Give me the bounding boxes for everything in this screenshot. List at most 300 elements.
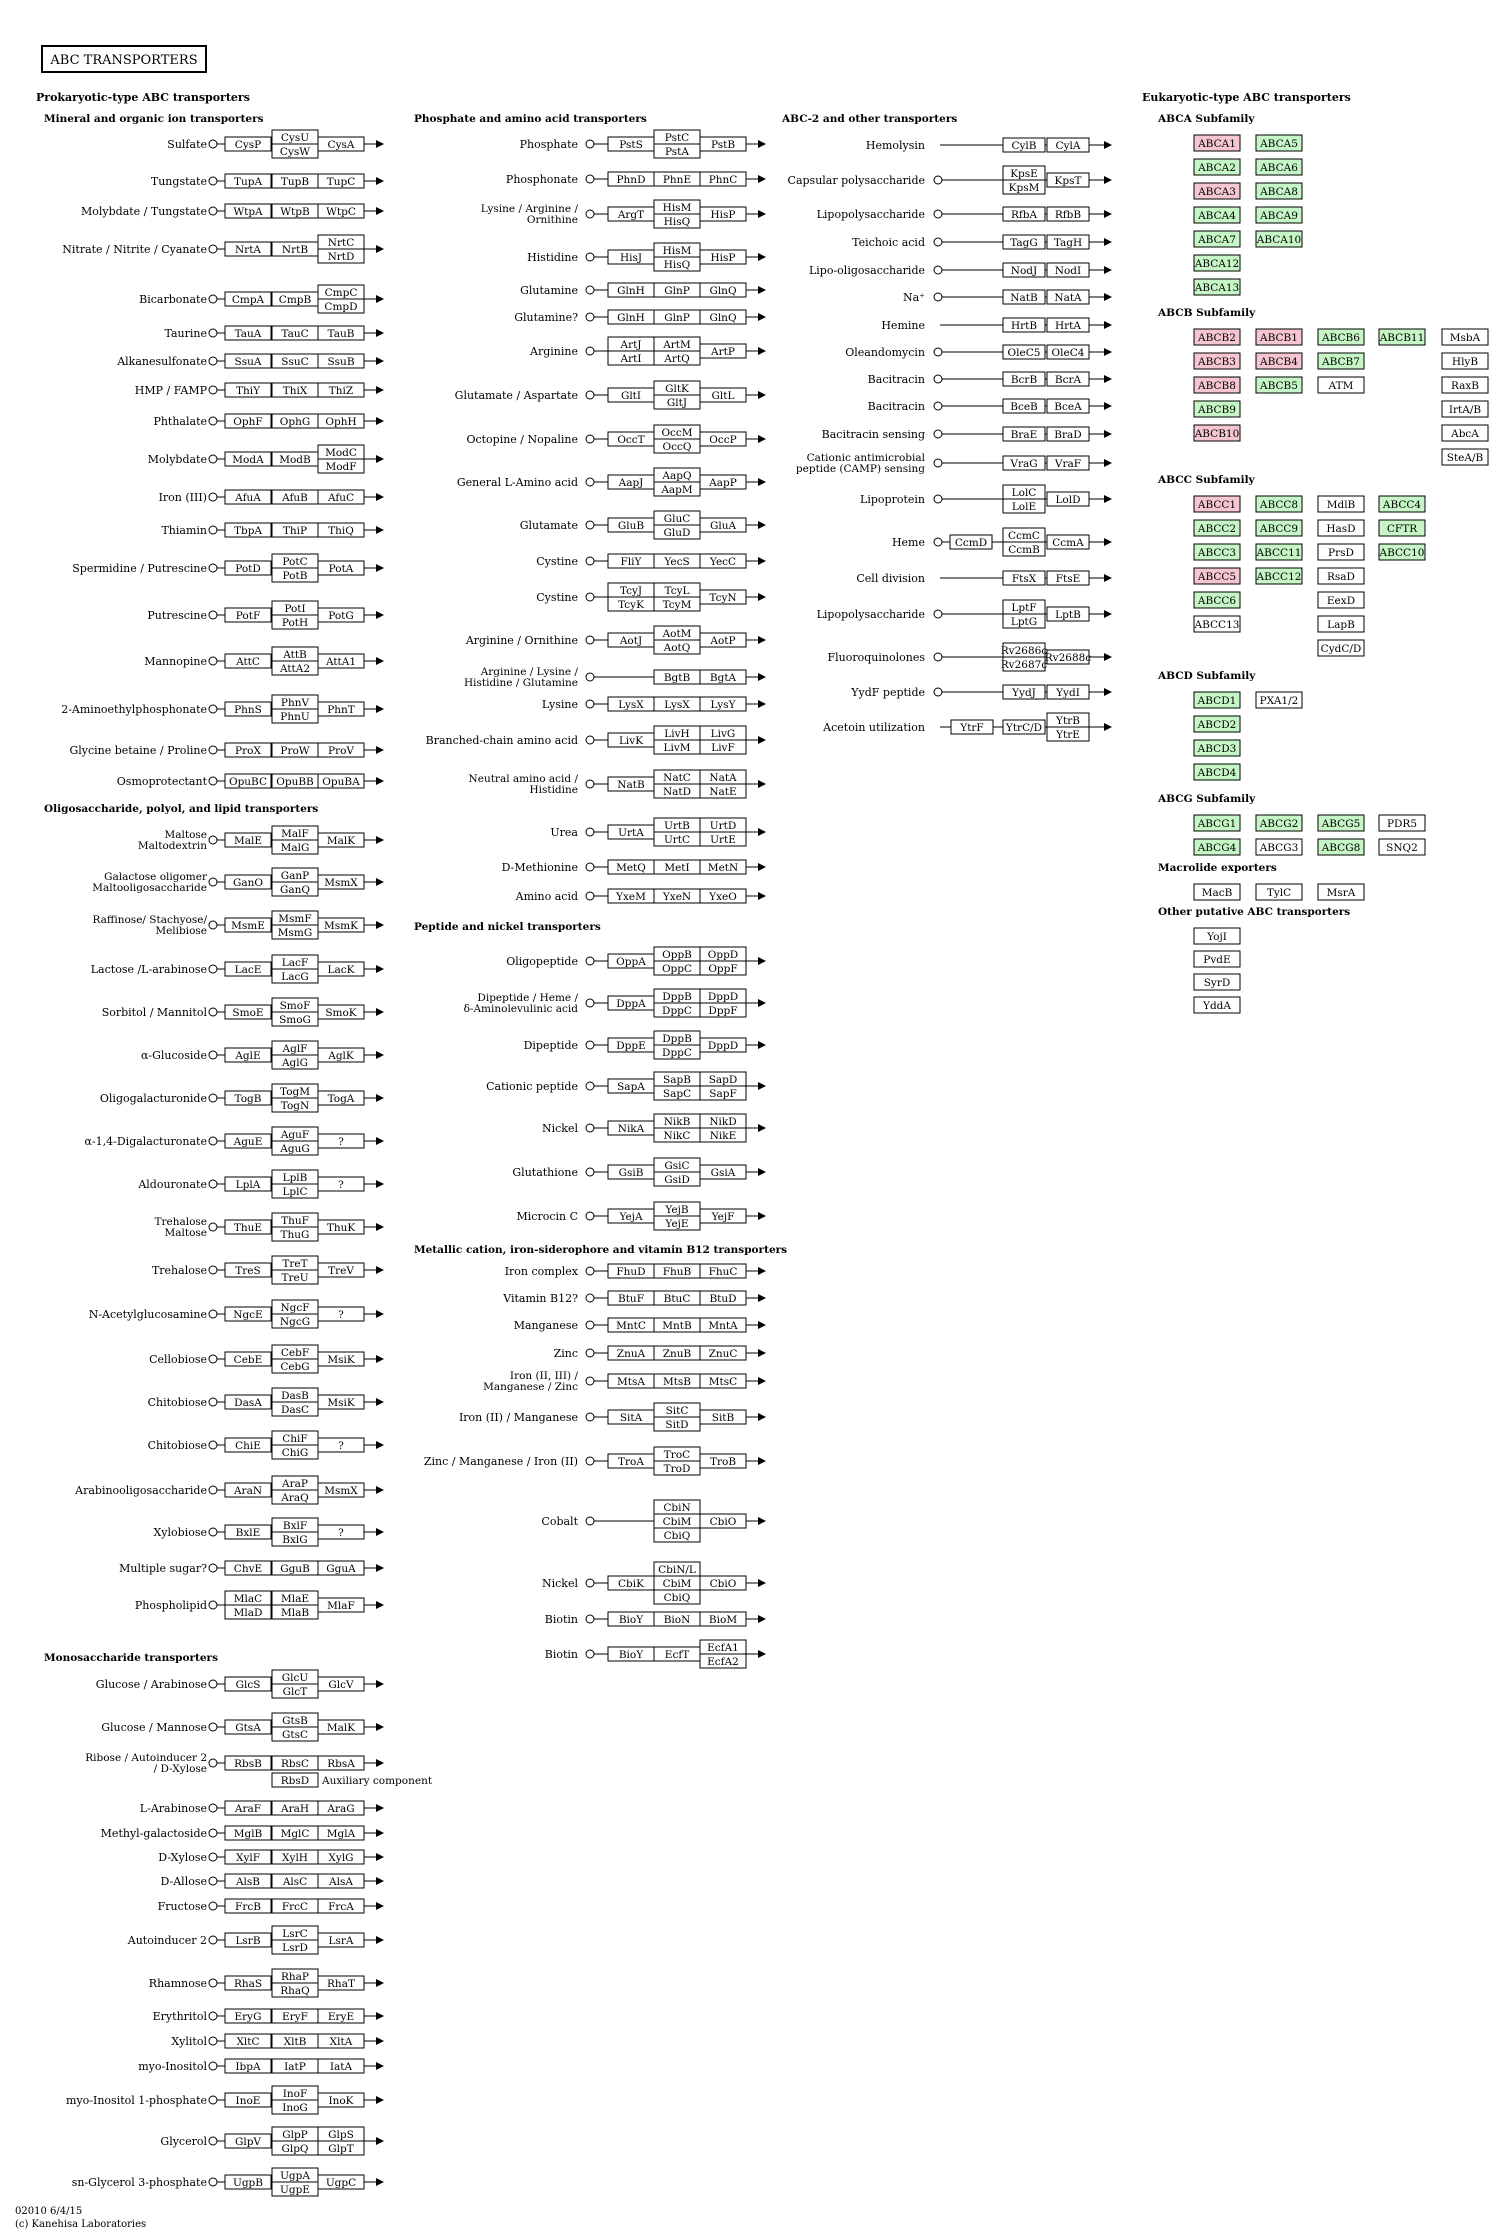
gene-label: WtpB: [280, 206, 310, 218]
gene-label: YydI: [1056, 687, 1080, 699]
substrate-circle: [209, 386, 217, 394]
gene-label: NodJ: [1010, 265, 1038, 277]
arrow-head: [758, 1349, 766, 1357]
substrate-label: Neutral amino acid /: [468, 773, 578, 785]
gene-label: AotP: [710, 635, 736, 647]
gene-label: YtrF: [960, 722, 984, 734]
substrate-label: Iron complex: [504, 1265, 578, 1278]
gene-label: RaxB: [1450, 380, 1480, 392]
gene-label: MsmK: [324, 920, 358, 932]
substrate-circle: [586, 1168, 594, 1176]
substrate-label: Glutamine?: [514, 311, 578, 324]
substrate-label: Molybdate / Tungstate: [81, 205, 207, 218]
gene-label: SitA: [619, 1412, 643, 1424]
gene-label: LptG: [1010, 616, 1038, 628]
substrate-circle: [209, 1051, 217, 1059]
substrate-label: Spermidine / Putrescine: [72, 562, 207, 575]
section-header: Metallic cation, iron-siderophore and vitamin B12 transporters: [414, 1244, 788, 1256]
substrate-circle: [586, 1615, 594, 1623]
gene-label: MlaC: [233, 1593, 263, 1605]
substrate-label: Oleandomycin: [845, 346, 925, 359]
gene-label: MglC: [280, 1828, 310, 1840]
gene-label: ABCB2: [1198, 332, 1236, 344]
gene-label: BioM: [708, 1614, 738, 1626]
gene-label: ATM: [1328, 380, 1354, 392]
arrow-head: [376, 1979, 384, 1987]
gene-label: CbiQ: [663, 1530, 691, 1542]
substrate-label: Taurine: [164, 327, 207, 340]
substrate-circle: [586, 1650, 594, 1658]
gene-label: SsuC: [281, 356, 309, 368]
gene-label: ChiF: [282, 1433, 308, 1445]
substrate-label: Lipo-oligosaccharide: [808, 264, 925, 277]
gene-label: InoK: [328, 2095, 354, 2107]
substrate-circle: [209, 878, 217, 886]
gene-label: LolC: [1011, 487, 1037, 499]
arrow-head: [376, 357, 384, 365]
gene-label: TcyN: [709, 592, 737, 604]
arrow-head: [1104, 430, 1112, 438]
gene-label: PstS: [619, 139, 643, 151]
section-header: Oligosaccharide, polyol, and lipid transporters: [44, 803, 319, 815]
substrate-circle: [934, 495, 942, 503]
gene-label: MsbA: [1449, 332, 1481, 344]
gene-label: BxlG: [282, 1534, 308, 1546]
substrate-circle: [209, 1902, 217, 1910]
gene-label: PhnC: [708, 174, 738, 186]
substrate-label: Oligopeptide: [506, 955, 578, 968]
arrow-head: [758, 736, 766, 744]
gene-label: TogA: [327, 1093, 355, 1105]
substrate-circle: [586, 828, 594, 836]
gene-label: GlnQ: [709, 285, 737, 297]
arrow-head: [758, 1457, 766, 1465]
gene-label: SmoG: [279, 1014, 311, 1026]
gene-label: ABCC9: [1259, 523, 1299, 535]
substrate-label: Chitobiose: [147, 1396, 207, 1409]
substrate-label: Zinc / Manganese / Iron (II): [423, 1455, 578, 1468]
substrate-label: Arginine / Ornithine: [465, 634, 578, 647]
substrate-circle: [209, 921, 217, 929]
gene-label: ABCB11: [1379, 332, 1425, 344]
gene-label: MalK: [326, 1722, 356, 1734]
substrate-label: Multiple sugar?: [119, 1562, 207, 1575]
arrow-head: [1104, 141, 1112, 149]
substrate-circle: [586, 1377, 594, 1385]
gene-label: CbiK: [618, 1578, 644, 1590]
gene-label: CmpB: [278, 294, 312, 306]
gene-label: MetN: [707, 862, 739, 874]
gene-label: MlaF: [327, 1600, 355, 1612]
substrate-label: Glucose / Mannose: [101, 1721, 207, 1734]
substrate-circle: [209, 493, 217, 501]
gene-label: ThuF: [281, 1215, 309, 1227]
gene-label: TroC: [663, 1449, 691, 1461]
arrow-head: [376, 1486, 384, 1494]
arrow-head: [376, 1441, 384, 1449]
substrate-label: Branched-chain amino acid: [425, 734, 578, 747]
gene-label: TauC: [281, 328, 309, 340]
gene-label: SitD: [665, 1419, 689, 1431]
substrate-circle: [934, 402, 942, 410]
substrate-label: Glutamate: [519, 519, 578, 532]
gene-label: HisM: [662, 245, 692, 257]
gene-label: TroB: [709, 1456, 737, 1468]
gene-label: OccQ: [662, 441, 692, 453]
substrate-label: Capsular polysaccharide: [787, 174, 925, 187]
substrate-circle: [209, 1441, 217, 1449]
substrate-label: Bacitracin sensing: [821, 428, 925, 441]
gene-label: WtpA: [233, 206, 263, 218]
gene-label: OppB: [662, 949, 692, 961]
arrow-head: [376, 2037, 384, 2045]
substrate-label: Zinc: [553, 1347, 578, 1360]
gene-label: SsuB: [327, 356, 355, 368]
gene-label: ThuE: [233, 1222, 263, 1234]
gene-label: OppD: [707, 949, 739, 961]
substrate-label: D-Allose: [160, 1875, 207, 1888]
gene-label: CysP: [234, 139, 262, 151]
arrow-head: [376, 611, 384, 619]
gene-label: ThiX: [282, 385, 308, 397]
gene-label: SNQ2: [1386, 842, 1418, 854]
gene-label: ThuK: [326, 1222, 356, 1234]
substrate-label: Erythritol: [152, 2010, 207, 2023]
gene-label: OphG: [279, 416, 311, 428]
gene-label: IatA: [329, 2061, 353, 2073]
arrow-head: [758, 780, 766, 788]
substrate-label: Amino acid: [515, 890, 578, 903]
gene-label: LplC: [282, 1186, 308, 1198]
substrate-label: Xylobiose: [153, 1526, 207, 1539]
substrate-circle: [209, 836, 217, 844]
gene-label: HisJ: [619, 252, 643, 264]
substrate-circle: [209, 1936, 217, 1944]
gene-label: LsrB: [235, 1935, 261, 1947]
substrate-circle: [209, 177, 217, 185]
gene-label: BcrA: [1054, 374, 1082, 386]
gene-label: ChiG: [281, 1447, 309, 1459]
arrow-head: [376, 245, 384, 253]
gene-label: SapD: [708, 1074, 738, 1086]
substrate-label: Histidine: [527, 251, 578, 264]
substrate-circle: [586, 286, 594, 294]
gene-label: CmpA: [231, 294, 265, 306]
substrate-circle: [209, 1853, 217, 1861]
gene-label: EryG: [234, 2011, 262, 2023]
gene-label: ThiY: [235, 385, 261, 397]
gene-label: ?: [338, 1527, 344, 1539]
substrate-label: Cationic antimicrobial: [806, 452, 925, 464]
gene-label: YtrB: [1056, 715, 1080, 727]
arrow-head: [376, 1051, 384, 1059]
gene-label: FhuD: [616, 1266, 646, 1278]
arrow-head: [758, 1168, 766, 1176]
gene-label: AglG: [281, 1057, 309, 1069]
arrow-head: [376, 1094, 384, 1102]
gene-label: CbiM: [662, 1578, 692, 1590]
gene-label: HisM: [662, 202, 692, 214]
substrate-circle: [209, 455, 217, 463]
gene-label: ABCG5: [1321, 818, 1361, 830]
substrate-label: Lipoprotein: [860, 493, 925, 506]
gene-label: CebF: [280, 1347, 310, 1359]
substrate-circle: [586, 593, 594, 601]
substrate-label: / D-Xylose: [153, 1763, 207, 1775]
arrow-head: [376, 2096, 384, 2104]
gene-label: NikB: [663, 1116, 691, 1128]
gene-label: AapP: [709, 477, 737, 489]
gene-label: GanP: [280, 870, 310, 882]
gene-label: YydJ: [1012, 687, 1036, 699]
gene-label: GluB: [617, 520, 645, 532]
arrow-head: [376, 1180, 384, 1188]
gene-label: TcyM: [662, 599, 692, 611]
gene-label: YejB: [665, 1204, 689, 1216]
substrate-label: Glycerol: [160, 2135, 207, 2148]
gene-label: SmoK: [325, 1007, 357, 1019]
gene-label: PXA1/2: [1259, 695, 1299, 707]
substrate-circle: [934, 375, 942, 383]
arrow-head: [758, 391, 766, 399]
gene-label: GluD: [663, 527, 691, 539]
section-header: Monosaccharide transporters: [44, 1652, 218, 1664]
gene-label: TupC: [326, 176, 356, 188]
substrate-circle: [209, 1310, 217, 1318]
gene-label: ArtI: [620, 353, 642, 365]
substrate-circle: [586, 892, 594, 900]
gene-label: BtuD: [709, 1293, 737, 1305]
substrate-circle: [586, 391, 594, 399]
gene-label: BtuF: [618, 1293, 644, 1305]
gene-label: OccP: [709, 434, 737, 446]
gene-label: ModA: [232, 454, 264, 466]
gene-label: HisQ: [663, 259, 691, 271]
gene-label: GlcT: [282, 1686, 308, 1698]
gene-label: OccT: [617, 434, 645, 446]
gene-label: MsrA: [1326, 887, 1356, 899]
substrate-circle: [209, 526, 217, 534]
arrow-head: [758, 1082, 766, 1090]
gene-label: RbsB: [234, 1758, 262, 1770]
gene-label: ZnuB: [662, 1348, 692, 1360]
substrate-circle: [209, 207, 217, 215]
arrow-head: [758, 673, 766, 681]
gene-label: MtsB: [662, 1376, 692, 1388]
arrow-head: [1104, 653, 1112, 661]
gene-label: DppC: [662, 1005, 692, 1017]
arrow-head: [376, 1853, 384, 1861]
subfamily-header: Other putative ABC transporters: [1158, 906, 1351, 918]
gene-label: HisP: [710, 209, 736, 221]
arrow-head: [376, 329, 384, 337]
substrate-circle: [209, 295, 217, 303]
arrow-head: [376, 2062, 384, 2070]
arrow-head: [376, 965, 384, 973]
gene-label: FhuB: [662, 1266, 692, 1278]
substrate-label: Biotin: [544, 1613, 578, 1626]
substrate-label: HMP / FAMP: [134, 384, 207, 397]
substrate-label: Urea: [550, 826, 578, 839]
gene-label: TupA: [233, 176, 263, 188]
substrate-label: Molybdate: [147, 453, 207, 466]
gene-label: ABCA10: [1256, 234, 1302, 246]
gene-label: ABCC8: [1259, 499, 1299, 511]
arrow-head: [758, 286, 766, 294]
gene-label: SapC: [662, 1088, 692, 1100]
gene-label: AguG: [280, 1143, 310, 1155]
substrate-circle: [586, 1212, 594, 1220]
gene-label: ABCD2: [1197, 719, 1237, 731]
substrate-circle: [209, 564, 217, 572]
arrow-head: [376, 1804, 384, 1812]
substrate-label: Xylitol: [171, 2035, 207, 2048]
substrate-label: General L-Amino acid: [456, 476, 578, 489]
arrow-head: [376, 295, 384, 303]
substrate-label: Manganese / Zinc: [483, 1381, 578, 1393]
gene-label: TcyK: [618, 599, 644, 611]
substrate-label: δ-Aminolevulinic acid: [463, 1003, 578, 1015]
substrate-label: D-Methionine: [501, 861, 578, 874]
gene-label: InoG: [282, 2102, 308, 2114]
substrate-label: Iron (II, III) /: [509, 1370, 578, 1382]
gene-label: CbiM: [662, 1516, 692, 1528]
auxiliary-label: Auxiliary component: [322, 1775, 433, 1787]
gene-label: LapB: [1327, 619, 1355, 631]
substrate-circle: [209, 245, 217, 253]
gene-label: AraQ: [281, 1492, 309, 1504]
gene-label: ABCG3: [1259, 842, 1299, 854]
gene-label: GlnH: [617, 312, 645, 324]
arrow-head: [376, 1877, 384, 1885]
gene-label: SmoF: [279, 1000, 311, 1012]
substrate-circle: [209, 1137, 217, 1145]
gene-label: TroA: [618, 1456, 644, 1468]
arrow-head: [1104, 210, 1112, 218]
arrow-head: [376, 526, 384, 534]
arrow-head: [376, 455, 384, 463]
gene-label: BxlF: [282, 1520, 308, 1532]
arrow-head: [376, 177, 384, 185]
gene-label: ABCA12: [1194, 258, 1240, 270]
gene-label: TauB: [327, 328, 355, 340]
substrate-label: Acetoin utilization: [823, 721, 925, 734]
gene-label: AapM: [661, 484, 693, 496]
gene-label: GlcV: [328, 1679, 354, 1691]
arrow-head: [376, 921, 384, 929]
gene-label: ABCC1: [1197, 499, 1237, 511]
gene-label: MalE: [233, 835, 263, 847]
arrow-head: [758, 1413, 766, 1421]
gene-label: ABCC13: [1194, 619, 1240, 631]
gene-label: NatB: [617, 779, 645, 791]
substrate-label: Arginine: [530, 345, 578, 358]
arrow-head: [376, 1398, 384, 1406]
arrow-head: [376, 746, 384, 754]
gene-label: RhaQ: [280, 1985, 310, 1997]
gene-label: NrtB: [281, 244, 309, 256]
gene-label: MsiK: [327, 1397, 355, 1409]
section-header: Phosphate and amino acid transporters: [414, 113, 647, 125]
gene-label: MacB: [1201, 887, 1233, 899]
gene-label: MntB: [662, 1320, 692, 1332]
arrow-head: [1104, 293, 1112, 301]
gene-label: AttA2: [279, 663, 311, 675]
gene-label: OppA: [616, 956, 646, 968]
arrow-head: [376, 777, 384, 785]
gene-label: AapQ: [662, 470, 692, 482]
gene-label: YxeM: [616, 891, 646, 903]
gene-label: ABCB3: [1198, 356, 1236, 368]
arrow-head: [758, 957, 766, 965]
gene-label: CbiQ: [663, 1592, 691, 1604]
substrate-circle: [934, 538, 942, 546]
arrow-head: [1104, 538, 1112, 546]
gene-label: LivK: [618, 735, 644, 747]
gene-label: LacG: [281, 971, 309, 983]
gene-label: MalG: [280, 842, 310, 854]
substrate-circle: [209, 657, 217, 665]
substrate-label: Methyl-galactoside: [100, 1827, 207, 1840]
gene-label: GluA: [709, 520, 737, 532]
substrate-label: Bicarbonate: [139, 293, 207, 306]
gene-label: GsiC: [664, 1160, 690, 1172]
substrate-label: Cystine: [536, 555, 578, 568]
subfamily-header: ABCC Subfamily: [1158, 474, 1255, 486]
gene-label: GlpQ: [281, 2143, 309, 2155]
gene-label: SmoE: [232, 1007, 264, 1019]
arrow-head: [376, 207, 384, 215]
substrate-label: Maltodextrin: [137, 840, 207, 852]
gene-label: LptF: [1011, 602, 1037, 614]
arrow-head: [376, 417, 384, 425]
substrate-circle: [586, 435, 594, 443]
gene-label: KpsM: [1008, 182, 1040, 194]
gene-label: PotI: [284, 603, 306, 615]
gene-label: PotA: [328, 563, 354, 575]
gene-label: GsiD: [664, 1174, 690, 1186]
substrate-circle: [586, 780, 594, 788]
substrate-label: Cobalt: [541, 1515, 578, 1528]
gene-label: DppB: [662, 1033, 692, 1045]
gene-label: PhnV: [280, 697, 310, 709]
gene-label: LacF: [281, 957, 309, 969]
gene-label: BraE: [1010, 429, 1038, 441]
gene-label: BcrB: [1010, 374, 1038, 386]
gene-label: PhnU: [280, 711, 310, 723]
gene-label: UrtC: [663, 834, 691, 846]
gene-label: PotC: [282, 556, 308, 568]
gene-label: GlpP: [282, 2129, 308, 2141]
gene-label: AfuA: [235, 492, 261, 504]
substrate-label: Microcin C: [516, 1210, 578, 1223]
gene-label: XltB: [283, 2036, 307, 2048]
gene-label: DppE: [616, 1040, 646, 1052]
gene-label: ArtM: [663, 339, 691, 351]
gene-label: PhnE: [662, 174, 692, 186]
gene-label: TylC: [1266, 887, 1292, 899]
substrate-label: Nickel: [542, 1122, 578, 1135]
gene-label: XylH: [282, 1852, 308, 1864]
substrate-circle: [934, 348, 942, 356]
gene-label: GlnP: [664, 285, 690, 297]
substrate-circle: [209, 1398, 217, 1406]
gene-label: BraD: [1054, 429, 1082, 441]
gene-label: NgcG: [279, 1316, 311, 1328]
section-header: ABC-2 and other transporters: [782, 113, 958, 125]
substrate-label: Raffinose/ Stachyose/: [92, 914, 207, 926]
substrate-circle: [209, 1355, 217, 1363]
